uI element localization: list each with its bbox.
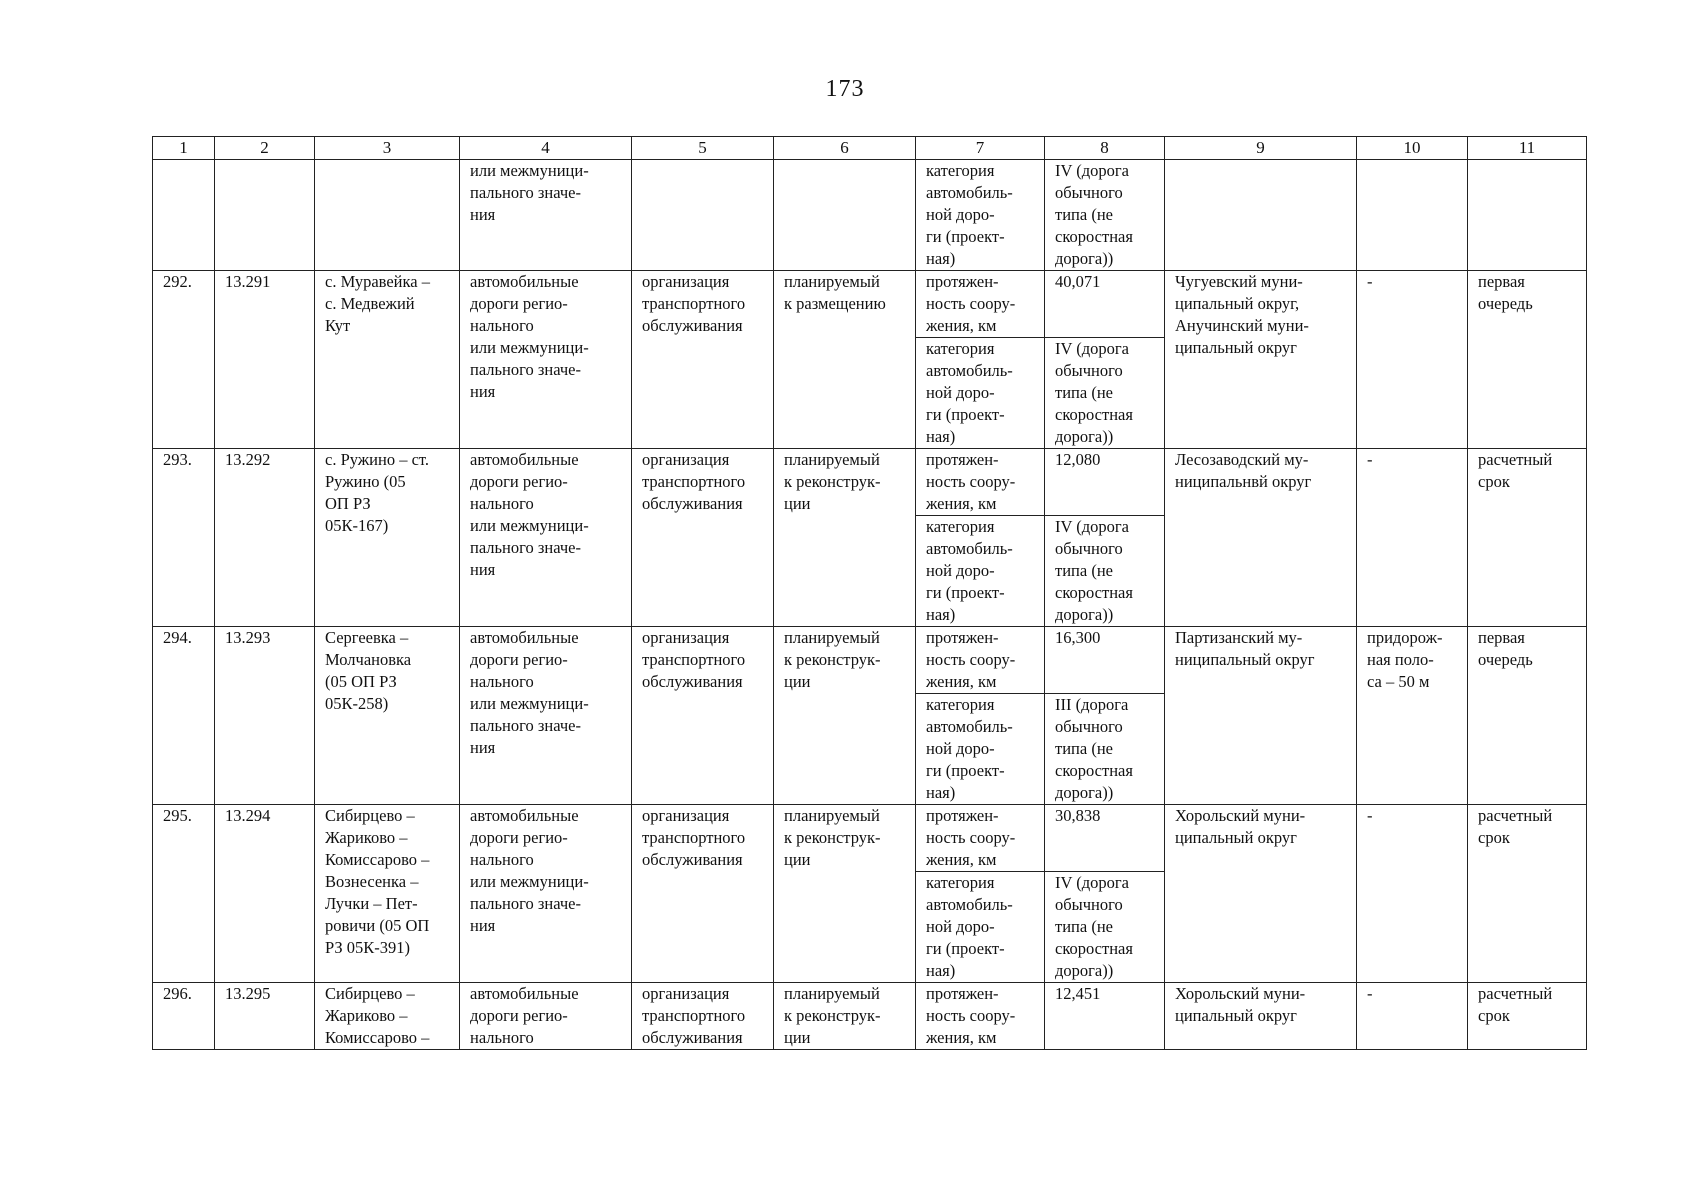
cell-value: 16,300 [1045,627,1165,694]
cell-zone: - [1357,449,1468,627]
column-header: 8 [1045,137,1165,160]
cell-empty [153,160,215,271]
cell-stage: расчетный срок [1468,805,1587,983]
column-header: 4 [460,137,632,160]
cell-name: с. Муравейка – с. Медвежий Кут [315,271,460,449]
cell-parameter: протяжен- ность соору- жения, км [916,627,1045,694]
cell-purpose: автомобильные дороги регио- нального [460,983,632,1050]
cell-empty [774,160,916,271]
table-row [153,449,1587,516]
cell-type: организация транспортного обслуживания [632,805,774,983]
table-row [153,805,1587,872]
cell-parameter: протяжен- ность соору- жения, км [916,271,1045,338]
cell-code: 13.292 [215,449,315,627]
cell-empty [215,160,315,271]
cell-purpose: автомобильные дороги регио- нального или межмуници- пального значе- ния [460,805,632,983]
cell-status: планируемый к реконструк- ции [774,627,916,805]
cell-row-number: 294. [153,627,215,805]
cell-stage: расчетный срок [1468,983,1587,1050]
cell-name: Сергеевка – Молчановка (05 ОП РЗ 05К-258) [315,627,460,805]
cell-parameter: протяжен- ность соору- жения, км [916,983,1045,1050]
cell-code: 13.293 [215,627,315,805]
cell-name: Сибирцево – Жариково – Комиссарово – Вознесенка – Лучки – Пет- ровичи (05 ОП РЗ 05К-391) [315,805,460,983]
cell-parameter: категория автомобиль- ной доро- ги (проект- ная) [916,516,1045,627]
cell-value: IV (дорога обычного типа (не скоростная дорога)) [1045,338,1165,449]
cell-stage: первая очередь [1468,627,1587,805]
cell-zone: придорож- ная поло- са – 50 м [1357,627,1468,805]
road-registry-table [152,136,1587,1050]
cell-zone: - [1357,805,1468,983]
cell-location: Чугуевский муни- ципальный округ, Анучинский муни- ципальный округ [1165,271,1357,449]
cell-status: планируемый к реконструк- ции [774,983,916,1050]
cell-location: Хорольский муни- ципальный округ [1165,805,1357,983]
cell-code: 13.291 [215,271,315,449]
cell-parameter: протяжен- ность соору- жения, км [916,805,1045,872]
cell-zone: - [1357,271,1468,449]
cell-empty [1468,160,1587,271]
cell-empty [1357,160,1468,271]
cell-value: IV (дорога обычного типа (не скоростная дорога)) [1045,872,1165,983]
cell-empty [632,160,774,271]
table-row [153,271,1587,338]
column-header: 10 [1357,137,1468,160]
cell-value: IV (дорога обычного типа (не скоростная дорога)) [1045,516,1165,627]
cell-code: 13.294 [215,805,315,983]
cell-purpose: автомобильные дороги регио- нального или межмуници- пального значе- ния [460,449,632,627]
column-header: 3 [315,137,460,160]
cell-purpose: автомобильные дороги регио- нального или межмуници- пального значе- ния [460,271,632,449]
cell-purpose: автомобильные дороги регио- нального или межмуници- пального значе- ния [460,627,632,805]
cell-row-number: 295. [153,805,215,983]
cell-type: организация транспортного обслуживания [632,449,774,627]
cell-empty [1165,160,1357,271]
cell-row-number: 296. [153,983,215,1050]
cell-value: 12,451 [1045,983,1165,1050]
column-header: 11 [1468,137,1587,160]
table-row [153,983,1587,1050]
column-number-header-row [153,137,1587,160]
cell-parameter: протяжен- ность соору- жения, км [916,449,1045,516]
cell-parameter: категория автомобиль- ной доро- ги (проект- ная) [916,338,1045,449]
cell-zone: - [1357,983,1468,1050]
cell-parameter: категория автомобиль- ной доро- ги (проект- ная) [916,160,1045,271]
column-header: 1 [153,137,215,160]
cell-value: 30,838 [1045,805,1165,872]
cell-code: 13.295 [215,983,315,1050]
page-number: 173 [825,76,865,102]
cell-empty [315,160,460,271]
cell-stage: первая очередь [1468,271,1587,449]
cell-status: планируемый к реконструк- ции [774,449,916,627]
cell-location: Партизанский му- ниципальный округ [1165,627,1357,805]
column-header: 2 [215,137,315,160]
cell-location: Лесозаводский му- ниципальнвй округ [1165,449,1357,627]
cell-value: IV (дорога обычного типа (не скоростная дорога)) [1045,160,1165,271]
cell-stage: расчетный срок [1468,449,1587,627]
cell-type: организация транспортного обслуживания [632,627,774,805]
cell-value: 40,071 [1045,271,1165,338]
column-header: 6 [774,137,916,160]
cell-parameter: категория автомобиль- ной доро- ги (проект- ная) [916,694,1045,805]
column-header: 7 [916,137,1045,160]
column-header: 9 [1165,137,1357,160]
cell-status: планируемый к размещению [774,271,916,449]
cell-status: планируемый к реконструк- ции [774,805,916,983]
cell-row-number: 292. [153,271,215,449]
cell-purpose: или межмуници- пального значе- ния [460,160,632,271]
table-row [153,627,1587,694]
cell-name: Сибирцево – Жариково – Комиссарово – [315,983,460,1050]
cell-location: Хорольский муни- ципальный округ [1165,983,1357,1050]
cell-row-number: 293. [153,449,215,627]
cell-name: с. Ружино – ст. Ружино (05 ОП РЗ 05К-167) [315,449,460,627]
continuation-row [153,160,1587,271]
cell-parameter: категория автомобиль- ной доро- ги (проект- ная) [916,872,1045,983]
cell-value: III (дорога обычного типа (не скоростная дорога)) [1045,694,1165,805]
cell-type: организация транспортного обслуживания [632,271,774,449]
cell-type: организация транспортного обслуживания [632,983,774,1050]
cell-value: 12,080 [1045,449,1165,516]
column-header: 5 [632,137,774,160]
